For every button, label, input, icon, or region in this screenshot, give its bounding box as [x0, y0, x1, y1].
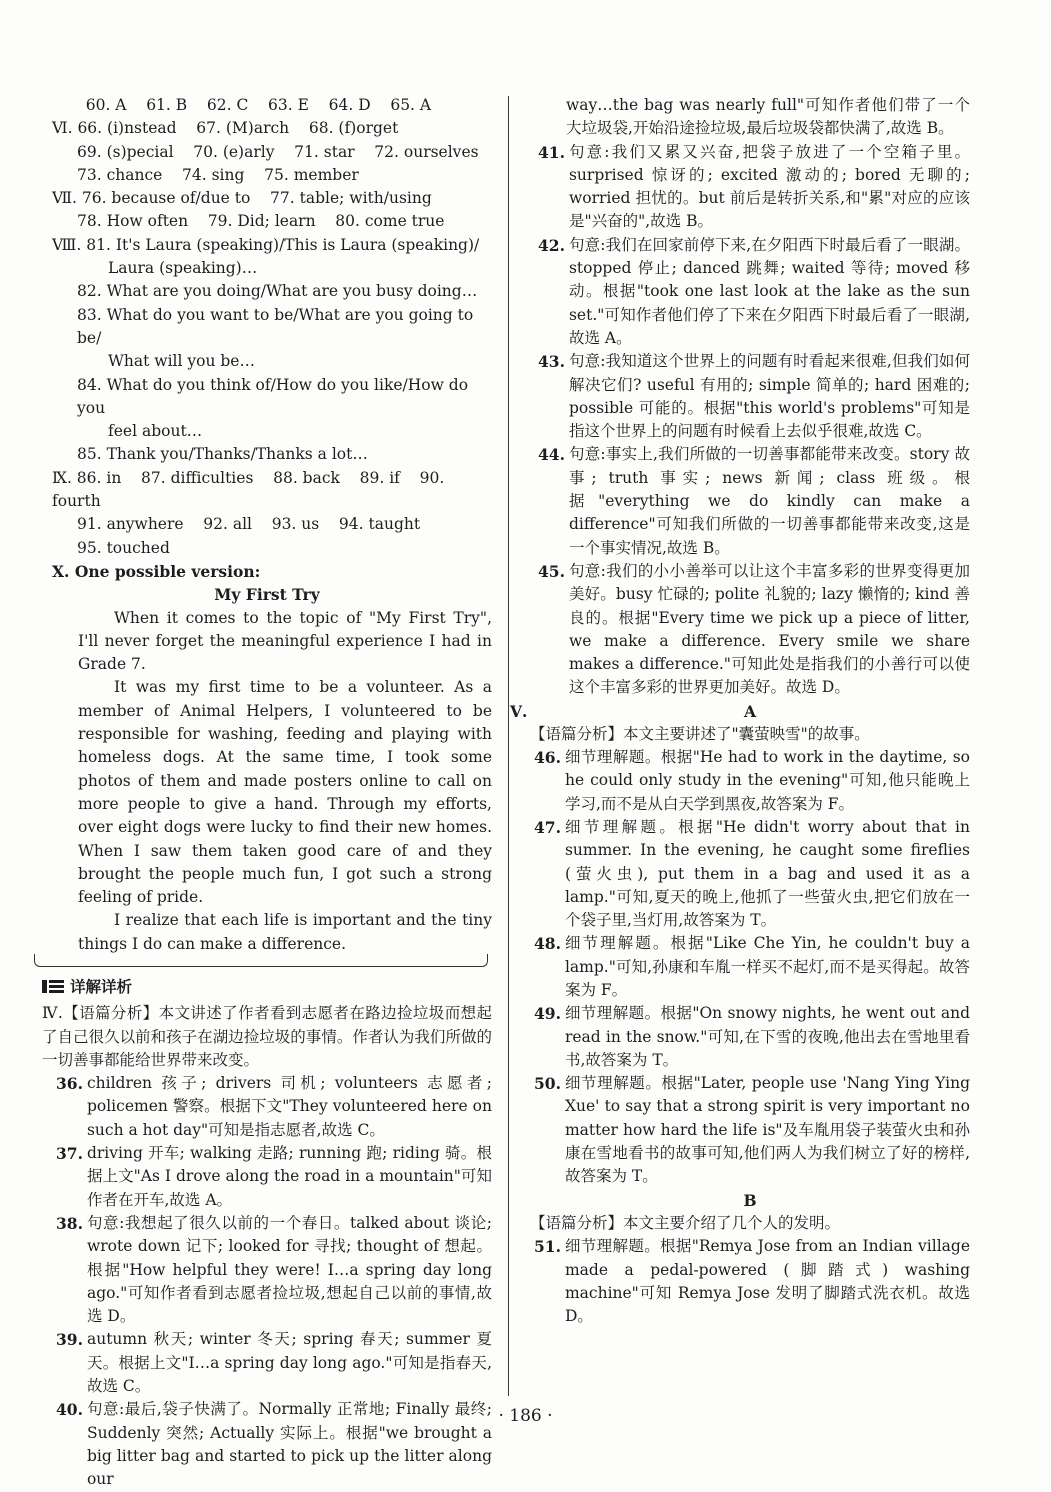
- answer-line: Ⅶ. 76. because of/due to 77. table; with/using: [52, 189, 432, 208]
- item-number: 44.: [538, 445, 565, 465]
- answer-line: Laura (speaking)…: [108, 259, 258, 278]
- answer-line: feel about…: [108, 422, 203, 441]
- item-number: 47.: [534, 817, 561, 837]
- item-number: 40.: [56, 1400, 83, 1420]
- explanation-item: [530, 141, 970, 234]
- item-text: 句意:我知道这个世界上的问题有时看起来很难,但我们如何解决它们? useful 有用的; simple 简单的; hard 困难的; possible 可能的。根据"this world's problems"可知是指这个世界上的问题有时候看上去似乎很难,故选 C。: [568, 352, 970, 441]
- explanation-item: [42, 1212, 492, 1328]
- answer-line: 84. What do you think of/How do you like/How do you: [77, 375, 473, 417]
- answer-line: Ⅸ. 86. in 87. difficulties 88. back 89. if 90. fourth: [52, 468, 450, 511]
- item-text: 细节理解题。根据"On snowy nights, he went out and read in the snow."可知,在下雪的夜晚,他出去在雪地里看书,故答案为 T。: [564, 1004, 970, 1069]
- item-number: 38.: [56, 1213, 83, 1233]
- item-text: 句意:我想起了很久以前的一个春日。talked about 谈论; wrote down 记下; looked for 寻找; thought of 想起。根据"How helpful they were! I…a spring day long ago."可知作者看到志愿者捡垃圾,想起自己以前的事情,故选 D。: [86, 1213, 492, 1326]
- section-v-header: [510, 700, 970, 723]
- item-number: 43.: [538, 352, 565, 372]
- explanation-item: [530, 560, 970, 700]
- item-text: 句意:我们的小小善举可以让这个丰富多彩的世界变得更加美好。busy 忙碌的; polite 礼貌的; lazy 懒惰的; kind 善良的。根据"Every time we pick up a piece of litter, we make a difference. Every smile we share makes a difference."可知此处是指我们的小善行可以使这个丰富多彩的世界更加美好。故选 D。: [568, 561, 970, 697]
- answer-line: What will you be…: [108, 352, 255, 371]
- item-number: 39.: [56, 1330, 83, 1350]
- passage-label: B: [743, 1190, 757, 1210]
- explanation-item: [530, 234, 970, 350]
- right-column: [510, 94, 970, 1328]
- writing-label: Ⅹ. One possible version:: [52, 561, 261, 581]
- explanation-item: [530, 816, 970, 932]
- answer-line: 91. anywhere 92. all 93. us 94. taught: [77, 515, 421, 534]
- item-text: 句意:我们又累又兴奋,把袋子放进了一个空箱子里。surprised 惊讶的; excited 激动的; bored 无聊的; worried 担忧的。but 前后是转折关系,和"累"对应的应该是"兴奋的",故选 B。: [568, 142, 970, 231]
- item-text: 细节理解题。根据"Like Che Yin, he couldn't buy a lamp."可知,孙康和车胤一样买不起灯,而不是买得起。故答案为 F。: [564, 934, 970, 999]
- explanation-item: [42, 1072, 492, 1142]
- essay-paragraph: It was my first time to be a volunteer. As a member of Animal Helpers, I volunteered to be responsible for washing, feeding and playing with homeless dogs. At the same time, I took some photos of them and made posters online to call on more people to give a hand. Through my efforts, over eight dogs were lucky to find their new homes. When I saw them taken good care of and they brought the people much fun, I got such a strong feeling of pride.: [78, 678, 492, 907]
- explanation-item: [530, 1235, 970, 1328]
- item-number: 36.: [56, 1074, 83, 1094]
- essay-box-bottom: [34, 954, 488, 967]
- item-text: 句意:我们在回家前停下来,在夕阳西下时最后看了一眼湖。stopped 停止; danced 跳舞; waited 等待; moved 移动。根据"took one last look at the lake as the sun set."可知作者他们停了下来在夕阳西下时最后看了一眼湖,故选 A。: [568, 235, 970, 347]
- item-text: 细节理解题。根据"He had to work in the daytime, so he could only study in the evening"可知,他只能晚上学习,而不是从白天学到黑夜,故答案为 F。: [564, 748, 970, 813]
- answer-line: 78. How often 79. Did; learn 80. come true: [77, 212, 445, 231]
- item-text: 细节理解题。根据"Remya Jose from an Indian village made a pedal-powered (脚踏式) washing machine"可知 Remya Jose 发明了脚踏式洗衣机。故选 D。: [564, 1237, 970, 1326]
- item-number: 48.: [534, 934, 561, 954]
- answer-line: Ⅷ. 81. It's Laura (speaking)/This is Laura (speaking)/: [52, 235, 480, 254]
- item-text: 句意:最后,袋子快满了。Normally 正常地; Finally 最终; Suddenly 突然; Actually 实际上。根据"we brought a big litter bag and started to pick up the litter along our: [86, 1400, 492, 1489]
- passage-label: A: [743, 701, 757, 721]
- item-text: autumn 秋天; winter 冬天; spring 春天; summer 夏天。根据上文"I…a spring day long ago."可知是指春天,故选 C。: [86, 1330, 492, 1396]
- column-divider: [508, 96, 509, 1396]
- item-text: 细节理解题。根据"Later, people use 'Nang Ying Ying Xue' to say that a strong spirit is very important no matter how hard the life is"及车胤用袋子装萤火虫和孙康在雪地看书的故事可知,他们两人为我们树立了好的榜样,故答案为 T。: [564, 1074, 970, 1186]
- item-number: 46.: [534, 748, 561, 768]
- analysis-a: 【语篇分析】本文主要讲述了"囊萤映雪"的故事。: [530, 724, 870, 743]
- explanation-item: [42, 1142, 492, 1212]
- section-heading: [42, 975, 492, 998]
- explanation-item: [530, 1002, 970, 1072]
- left-column: [42, 94, 492, 1492]
- answer-line: 85. Thank you/Thanks/Thanks a lot…: [77, 445, 368, 464]
- item-text: 句意:事实上,我们所做的一切善事都能带来改变。story 故事; truth 事实; news 新闻; class 班级。根据"everything we do kindly can make a difference"可知我们所做的一切善事都能带来改变,这是一个事实情况,故选 B。: [568, 445, 970, 557]
- answer-line: 60. A 61. B 62. C 63. E 64. D 65. A: [66, 96, 432, 114]
- explanation-item: [42, 1328, 492, 1398]
- item-text: 细节理解题。根据"He didn't worry about that in summer. In the evening, he caught some fireflies (萤火虫), put them in a bag and used it as a lamp."可知,夏天的晚上,他抓了一些萤火虫,把它们放在一个袋子里,当灯用,故答案为 T。: [564, 817, 970, 930]
- analysis-b: 【语篇分析】本文主要介绍了几个人的发明。: [530, 1213, 841, 1232]
- explanation-item: [530, 746, 970, 816]
- item-text: children 孩子; drivers 司机; volunteers 志愿者; policemen 警察。根据下文"They volunteered here on such a hot day"可知是指志愿者,故选 C。: [86, 1074, 492, 1139]
- answer-line: 73. chance 74. sing 75. member: [77, 165, 359, 184]
- essay-paragraph: When it comes to the topic of "My First Try", I'll never forget the meaningful experience I had in Grade 7.: [78, 608, 492, 674]
- explanation-item: [530, 932, 970, 1002]
- item-number: 51.: [534, 1237, 561, 1257]
- item-number: 45.: [538, 561, 565, 581]
- page-number: · 186 ·: [498, 1406, 553, 1426]
- continuation-text: way…the bag was nearly full"可知作者他们带了一个大垃圾袋,开始沿途捡垃圾,最后垃圾袋都快满了,故选 B。: [566, 96, 970, 138]
- item-number: 50.: [534, 1074, 561, 1094]
- answer-line: Ⅵ. 66. (i)nstead 67. (M)arch 68. (f)orget: [52, 119, 399, 138]
- answer-line: 69. (s)pecial 70. (e)arly 71. star 72. ourselves: [77, 142, 479, 161]
- answer-line: 95. touched: [77, 538, 170, 557]
- analysis-intro: Ⅳ.【语篇分析】本文讲述了作者看到志愿者在路边捡垃圾而想起了自己很久以前和孩子在湖边捡垃圾的事情。作者认为我们所做的一切善事都能给世界带来改变。: [42, 1004, 492, 1069]
- answer-line: 82. What are you doing/What are you busy doing…: [77, 282, 478, 301]
- essay-title: My First Try: [214, 585, 320, 605]
- essay-paragraph: I realize that each life is important and the tiny things I do can make a difference.: [78, 911, 492, 953]
- item-text: driving 开车; walking 走路; running 跑; riding 骑。根据上文"As I drove along the road in a mountain"可知作者在开车,故选 A。: [86, 1144, 492, 1209]
- explanation-item: [530, 350, 970, 443]
- explanation-item: [530, 1072, 970, 1188]
- item-number: 37.: [56, 1144, 83, 1164]
- item-number: 49.: [534, 1004, 561, 1024]
- answer-line: 83. What do you want to be/What are you going to be/: [77, 305, 479, 347]
- section-title: 详解详析: [70, 976, 133, 996]
- list-icon: [42, 980, 64, 994]
- item-number: 41.: [538, 142, 565, 162]
- item-number: 42.: [538, 235, 565, 255]
- section-number: Ⅴ.: [510, 701, 528, 721]
- explanation-item: [530, 443, 970, 559]
